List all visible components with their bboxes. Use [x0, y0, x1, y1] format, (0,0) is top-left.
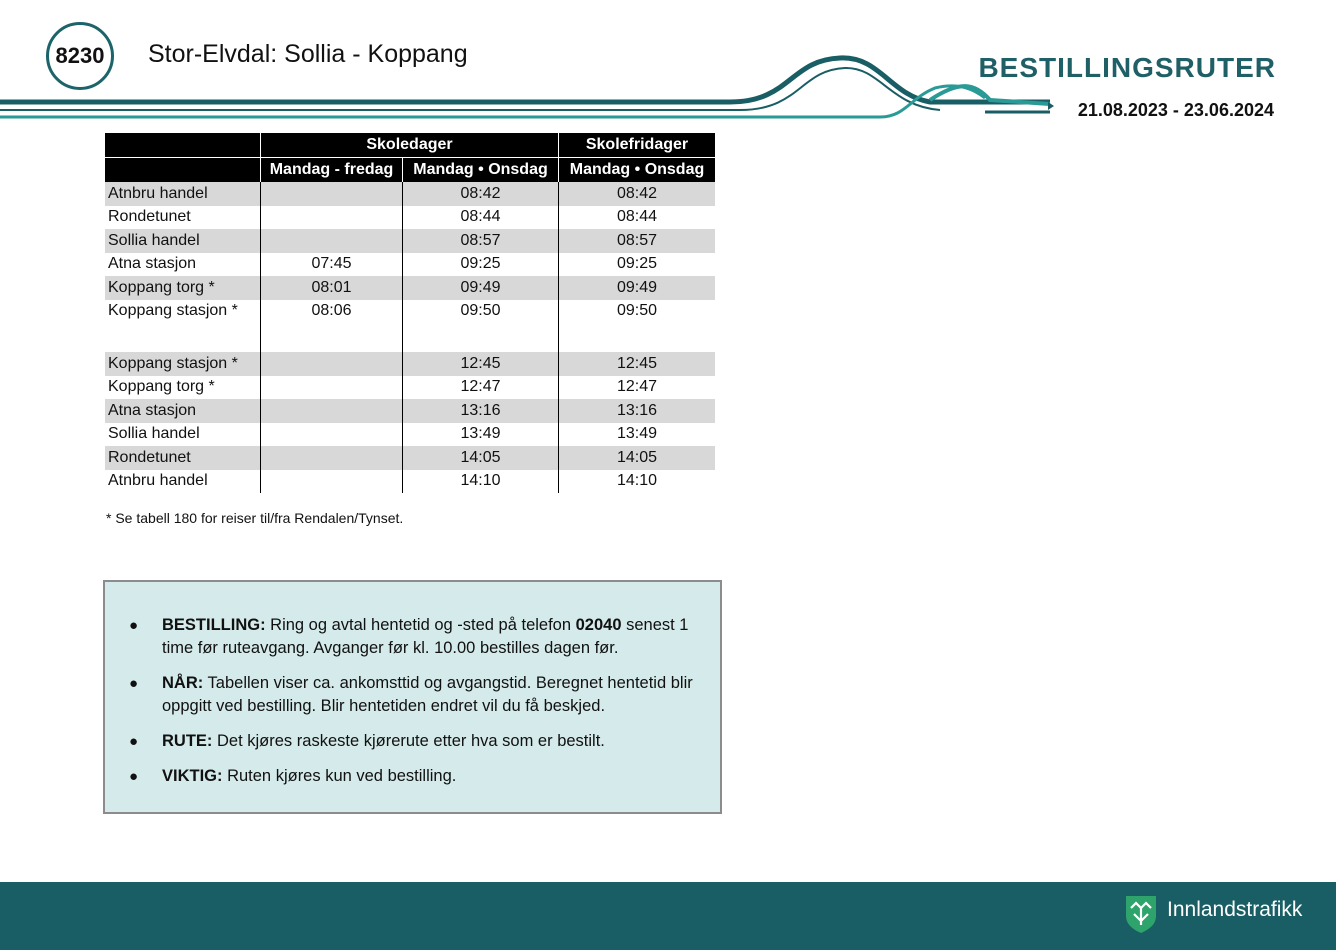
time-cell: 14:10	[616, 472, 658, 490]
header-blank-cell	[105, 133, 261, 157]
timetable-group-header	[105, 133, 715, 157]
time-cell	[261, 446, 403, 470]
time-cell	[261, 423, 403, 447]
time-cell: 13:16	[403, 399, 559, 423]
info-item-rute	[105, 730, 696, 753]
gap-cell	[559, 323, 715, 352]
time-cell: 14:10	[403, 470, 559, 494]
footer-brand: Innlandstrafikk	[1167, 898, 1303, 921]
time-cell: 13:49	[616, 425, 658, 443]
table-row	[105, 182, 715, 206]
bullet-icon: ●	[128, 768, 139, 785]
timetable-body	[105, 182, 715, 493]
time-cell: 09:49	[403, 276, 559, 300]
table-row	[105, 276, 715, 300]
stop-name-cell: Atna stasjon	[105, 399, 261, 423]
group-header-skoledager: Skoledager	[261, 133, 559, 157]
table-row	[105, 300, 715, 324]
table-row	[105, 206, 715, 230]
time-cell: 08:44	[403, 206, 559, 230]
info-text	[162, 765, 696, 788]
info-body: Ruten kjøres kun ved bestilling.	[222, 767, 457, 785]
info-label: RUTE:	[162, 732, 213, 750]
info-body: Ring og avtal hentetid og -sted på telefon	[265, 616, 576, 634]
time-cell	[261, 376, 403, 400]
info-label: NÅR:	[162, 674, 204, 692]
stop-name-cell: Koppang stasjon *	[105, 300, 261, 324]
time-cell: 08:01	[261, 276, 403, 300]
stop-name-cell: Atnbru handel	[105, 182, 261, 206]
bullet-icon: ●	[128, 733, 139, 750]
stop-name-cell: Sollia handel	[105, 423, 261, 447]
column-header-stop	[105, 158, 261, 182]
stop-name-cell: Rondetunet	[105, 206, 261, 230]
timetable	[105, 133, 715, 493]
validity-period: 21.08.2023 - 23.06.2024	[1077, 100, 1274, 120]
info-body: senest 1 time før ruteavgang. Avganger før kl. 10.00 bestilles dagen før.	[162, 616, 689, 657]
time-cell: 14:05	[616, 448, 658, 466]
info-label: VIKTIG:	[162, 767, 223, 785]
info-item-bestilling	[105, 614, 696, 660]
info-text	[162, 614, 696, 660]
table-row	[105, 423, 715, 447]
time-cell: 12:47	[616, 378, 658, 396]
time-cell	[261, 206, 403, 230]
info-text	[162, 672, 696, 718]
column-header-1: Mandag - fredag	[261, 158, 403, 182]
info-box	[103, 580, 722, 814]
time-cell: 09:25	[616, 255, 658, 273]
table-row	[105, 229, 715, 253]
time-cell: 08:42	[616, 184, 658, 202]
table-row	[105, 253, 715, 277]
time-cell: 12:45	[403, 352, 559, 376]
timetable-column-header	[105, 157, 715, 182]
time-cell: 07:45	[261, 253, 403, 277]
route-number: 8230	[55, 43, 105, 68]
time-cell: 13:49	[403, 423, 559, 447]
time-cell: 09:49	[616, 278, 658, 296]
stop-name-cell: Atnbru handel	[105, 470, 261, 494]
stop-name-cell: Koppang torg *	[105, 276, 261, 300]
stop-name-cell: Rondetunet	[105, 446, 261, 470]
brand-title: BESTILLINGSRUTER	[978, 52, 1276, 83]
time-cell	[261, 229, 403, 253]
time-cell: 12:47	[403, 376, 559, 400]
info-item-viktig	[105, 765, 696, 788]
bullet-icon: ●	[128, 617, 139, 634]
table-row	[105, 376, 715, 400]
time-cell: 14:05	[403, 446, 559, 470]
time-cell: 13:16	[616, 401, 658, 419]
timetable-gap-row	[105, 323, 715, 352]
time-cell	[261, 470, 403, 494]
stop-name-cell: Koppang torg *	[105, 376, 261, 400]
time-cell: 09:25	[403, 253, 559, 277]
info-text	[162, 730, 696, 753]
time-cell: 08:57	[403, 229, 559, 253]
time-cell	[261, 182, 403, 206]
table-row	[105, 470, 715, 494]
time-cell: 09:50	[403, 300, 559, 324]
info-body: Det kjøres raskeste kjørerute etter hva som er bestilt.	[212, 732, 605, 750]
time-cell	[261, 399, 403, 423]
time-cell: 08:42	[403, 182, 559, 206]
bullet-icon: ●	[128, 675, 139, 692]
gap-cell	[105, 323, 261, 352]
innlandstrafikk-shield-icon	[1124, 894, 1158, 934]
phone-number: 02040	[575, 616, 622, 634]
footnote: * Se tabell 180 for reiser til/fra Rendalen/Tynset.	[106, 510, 404, 526]
stop-name-cell: Koppang stasjon *	[105, 352, 261, 376]
column-header-2: Mandag • Onsdag	[403, 158, 559, 182]
time-cell	[261, 352, 403, 376]
stop-name-cell: Atna stasjon	[105, 253, 261, 277]
info-body: Tabellen viser ca. ankomsttid og avgangstid. Beregnet hentetid blir oppgitt ved bestilling. Blir hentetiden endret vil du få beskjed.	[162, 674, 693, 715]
time-cell: 08:06	[261, 300, 403, 324]
stop-name-cell: Sollia handel	[105, 229, 261, 253]
gap-cell	[261, 323, 403, 352]
group-header-skolefridager: Skolefridager	[585, 136, 689, 153]
table-row	[105, 446, 715, 470]
time-cell: 12:45	[616, 354, 658, 372]
table-row	[105, 352, 715, 376]
table-row	[105, 399, 715, 423]
time-cell: 08:57	[616, 231, 658, 249]
column-header-3: Mandag • Onsdag	[569, 161, 705, 178]
gap-cell	[403, 323, 559, 352]
route-title: Stor-Elvdal: Sollia - Koppang	[148, 40, 468, 68]
time-cell: 09:50	[616, 302, 658, 320]
info-item-naar	[105, 672, 696, 718]
time-cell: 08:44	[616, 208, 658, 226]
info-label: BESTILLING:	[162, 616, 266, 634]
